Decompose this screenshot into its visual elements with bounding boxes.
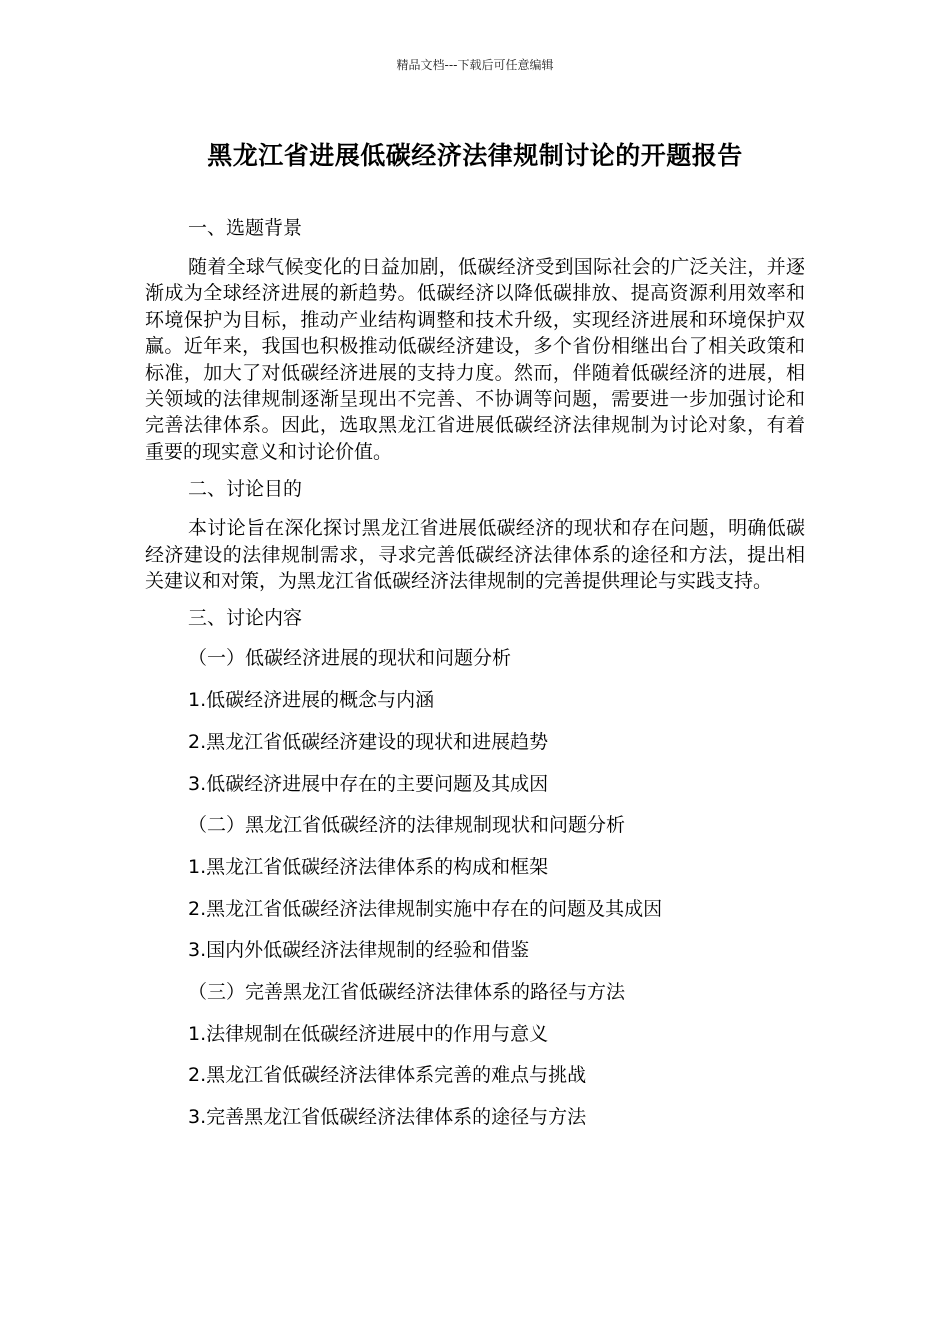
list-item: 1.黑龙江省低碳经济法律体系的构成和框架 bbox=[188, 855, 549, 878]
section-paragraph-purpose: 本讨论旨在深化探讨黑龙江省进展低碳经济的现状和存在问题，明确低碳经济建设的法律规制需求，寻求完善低碳经济法律体系的途径和方法，提出相关建议和对策，为黑龙江省低碳经济法律规制的完善提供理论与实践支持。 bbox=[145, 517, 805, 593]
list-item: 1.法律规制在低碳经济进展中的作用与意义 bbox=[188, 1022, 549, 1045]
list-item: 2.黑龙江省低碳经济建设的现状和进展趋势 bbox=[188, 730, 549, 753]
list-item: 3.国内外低碳经济法律规制的经验和借鉴 bbox=[188, 939, 530, 962]
header-note: 精品文档---下载后可任意编辑 bbox=[396, 58, 554, 72]
list-item: 2.黑龙江省低碳经济法律体系完善的难点与挑战 bbox=[188, 1064, 587, 1087]
subsection-title: （二）黑龙江省低碳经济的法律规制现状和问题分析 bbox=[188, 814, 626, 837]
section-heading-content: 三、讨论内容 bbox=[188, 607, 303, 630]
subsection-title: （一）低碳经济进展的现状和问题分析 bbox=[188, 647, 512, 670]
section-heading-purpose: 二、讨论目的 bbox=[188, 478, 303, 501]
subsection-title: （三）完善黑龙江省低碳经济法律体系的路径与方法 bbox=[188, 980, 626, 1003]
section-paragraph-background: 随着全球气候变化的日益加剧，低碳经济受到国际社会的广泛关注，并逐渐成为全球经济进展的新趋势。低碳经济以降低碳排放、提高资源利用效率和环境保护为目标，推动产业结构调整和技术升级，实现经济进展和环境保护双赢。近年来，我国也积极推动低碳经济建设，多个省份相继出台了相关政策和标准，加大了对低碳经济进展的支持力度。然而，伴随着低碳经济的进展，相关领域的法律规制逐渐呈现出不完善、不协调等问题，需要进一步加强讨论和完善法律体系。因此，选取黑龙江省进展低碳经济法律规制为讨论对象，有着重要的现实意义和讨论价值。 bbox=[145, 256, 805, 463]
list-item: 2.黑龙江省低碳经济法律规制实施中存在的问题及其成因 bbox=[188, 897, 663, 920]
document-title: 黑龙江省进展低碳经济法律规制讨论的开题报告 bbox=[207, 141, 743, 170]
section-heading-background: 一、选题背景 bbox=[188, 217, 303, 239]
list-item: 3.低碳经济进展中存在的主要问题及其成因 bbox=[188, 772, 549, 795]
list-item: 3.完善黑龙江省低碳经济法律体系的途径与方法 bbox=[188, 1106, 587, 1129]
list-item: 1.低碳经济进展的概念与内涵 bbox=[188, 689, 435, 712]
document-body bbox=[145, 212, 805, 1139]
